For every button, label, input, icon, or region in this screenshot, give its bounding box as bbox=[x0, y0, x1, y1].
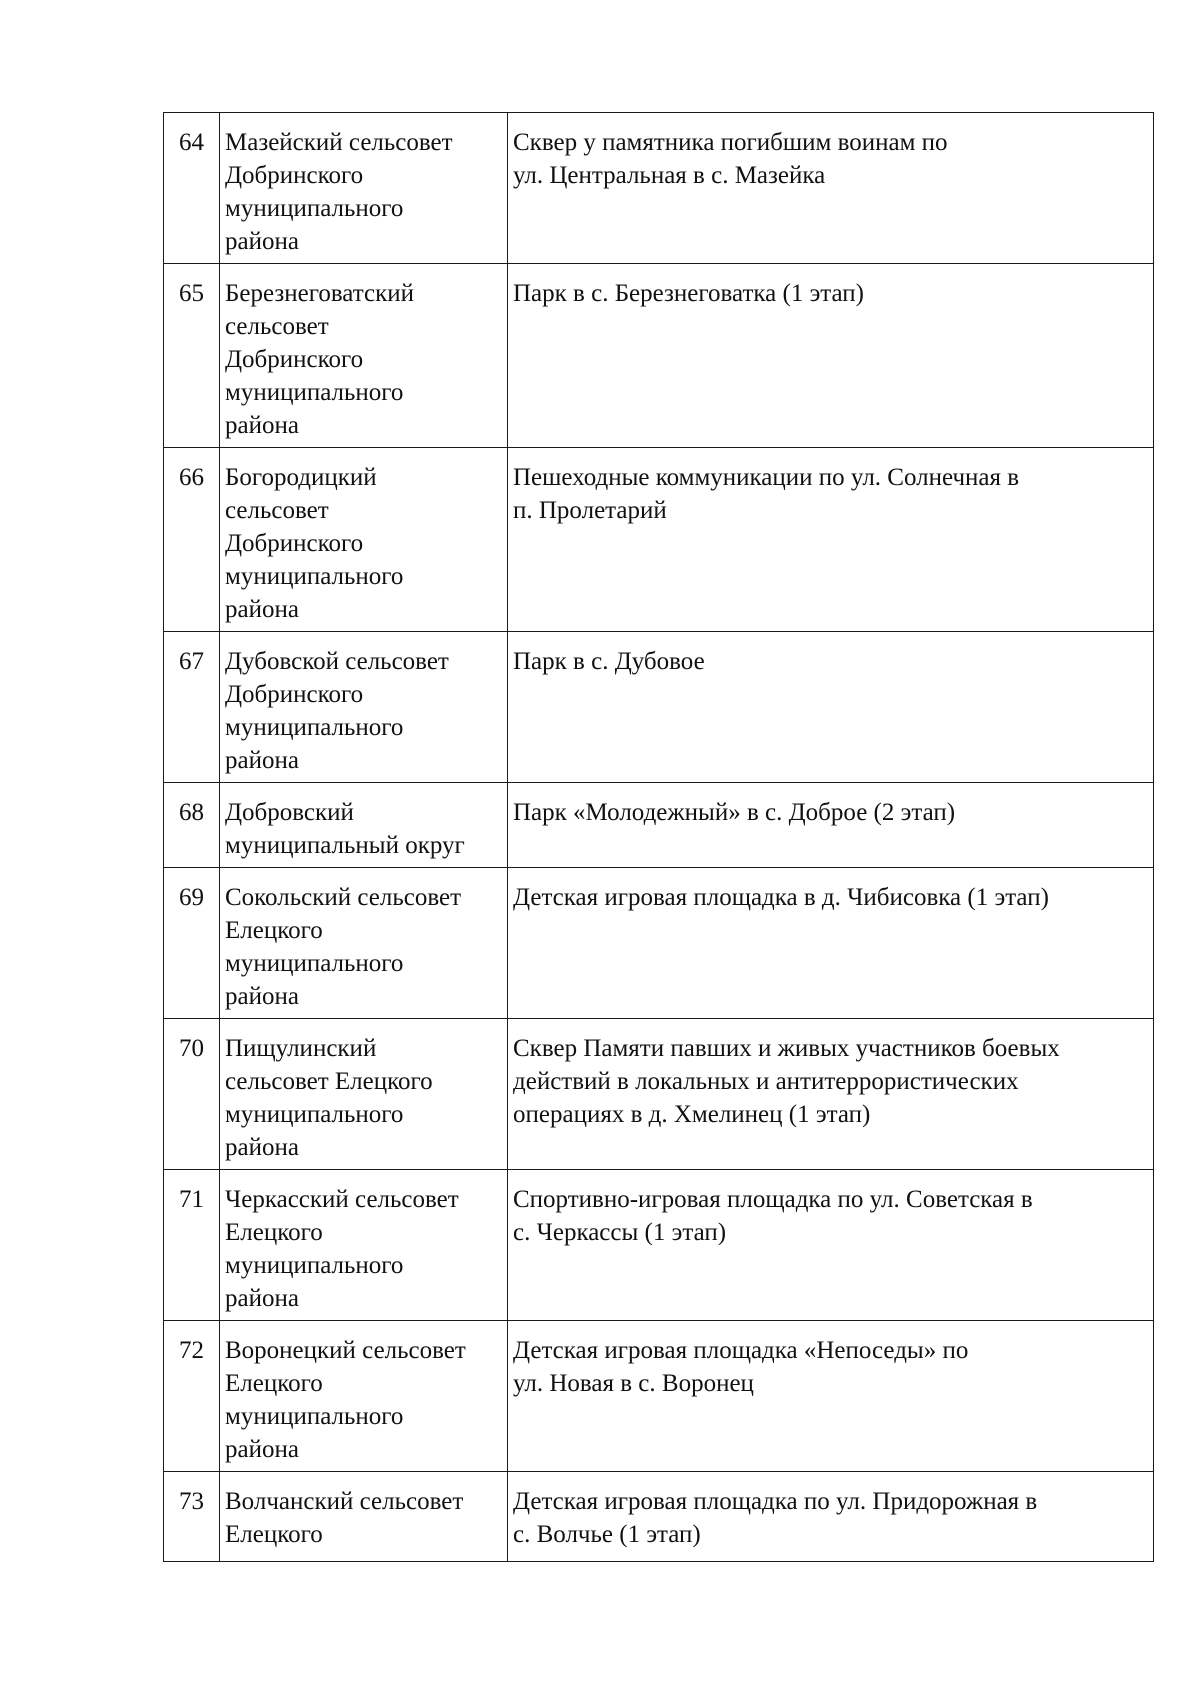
table-row bbox=[164, 264, 1154, 448]
table-body bbox=[164, 113, 1154, 1562]
municipality-line: муниципального bbox=[225, 1101, 404, 1128]
municipality-cell bbox=[220, 868, 508, 1019]
table-row bbox=[164, 1170, 1154, 1321]
municipality-line: Волчанский сельсовет bbox=[225, 1488, 464, 1515]
row-number: 73 bbox=[164, 1472, 220, 1562]
object-line: п. Пролетарий bbox=[513, 497, 667, 524]
municipality-cell bbox=[220, 1472, 508, 1562]
object-cell bbox=[508, 1472, 1154, 1562]
municipality-line: Елецкого bbox=[225, 1219, 323, 1246]
municipality-line: района bbox=[225, 228, 299, 255]
table-row bbox=[164, 448, 1154, 632]
municipality-line: муниципальный округ bbox=[225, 832, 465, 859]
table-row bbox=[164, 1472, 1154, 1562]
municipality-line: района bbox=[225, 1134, 299, 1161]
municipality-line: Воронецкий сельсовет bbox=[225, 1337, 466, 1364]
municipality-line: Березнеговатский bbox=[225, 280, 414, 307]
municipality-line: муниципального bbox=[225, 1403, 404, 1430]
object-line: Парк «Молодежный» в с. Доброе (2 этап) bbox=[513, 799, 956, 826]
municipality-line: района bbox=[225, 596, 299, 623]
municipality-line: Елецкого bbox=[225, 917, 323, 944]
municipality-cell bbox=[220, 113, 508, 264]
municipality-line: Добринского bbox=[225, 162, 364, 189]
municipality-cell bbox=[220, 1170, 508, 1321]
row-number: 64 bbox=[164, 113, 220, 264]
table-row bbox=[164, 783, 1154, 868]
object-cell bbox=[508, 448, 1154, 632]
object-line: действий в локальных и антитеррористических bbox=[513, 1068, 1019, 1095]
object-cell bbox=[508, 264, 1154, 448]
municipality-line: Добринского bbox=[225, 681, 364, 708]
object-line: с. Черкассы (1 этап) bbox=[513, 1219, 727, 1246]
object-line: Сквер Памяти павших и живых участников боевых bbox=[513, 1035, 1060, 1062]
row-number: 68 bbox=[164, 783, 220, 868]
object-cell bbox=[508, 1170, 1154, 1321]
municipality-line: Добринского bbox=[225, 346, 364, 373]
municipality-line: Черкасский сельсовет bbox=[225, 1186, 459, 1213]
municipality-cell bbox=[220, 783, 508, 868]
row-number: 65 bbox=[164, 264, 220, 448]
municipality-line: муниципального bbox=[225, 714, 404, 741]
table-row bbox=[164, 632, 1154, 783]
municipality-line: района bbox=[225, 983, 299, 1010]
object-line: Детская игровая площадка по ул. Придорожная в bbox=[513, 1488, 1038, 1515]
table-row bbox=[164, 1019, 1154, 1170]
row-number: 72 bbox=[164, 1321, 220, 1472]
municipality-line: Елецкого bbox=[225, 1521, 323, 1548]
municipality-line: Добровский bbox=[225, 799, 354, 826]
municipality-line: Богородицкий bbox=[225, 464, 377, 491]
object-cell bbox=[508, 632, 1154, 783]
row-number: 69 bbox=[164, 868, 220, 1019]
municipality-line: Сокольский сельсовет bbox=[225, 884, 461, 911]
municipality-line: сельсовет Елецкого bbox=[225, 1068, 433, 1095]
object-line: Пешеходные коммуникации по ул. Солнечная в bbox=[513, 464, 1020, 491]
table-row bbox=[164, 868, 1154, 1019]
municipality-line: района bbox=[225, 412, 299, 439]
municipality-line: муниципального bbox=[225, 950, 404, 977]
object-line: с. Волчье (1 этап) bbox=[513, 1521, 701, 1548]
municipality-line: муниципального bbox=[225, 563, 404, 590]
object-line: ул. Центральная в с. Мазейка bbox=[513, 162, 826, 189]
object-cell bbox=[508, 113, 1154, 264]
table-row bbox=[164, 113, 1154, 264]
object-line: операциях в д. Хмелинец (1 этап) bbox=[513, 1101, 871, 1128]
object-cell bbox=[508, 1019, 1154, 1170]
row-number: 71 bbox=[164, 1170, 220, 1321]
municipality-cell bbox=[220, 1321, 508, 1472]
row-number: 67 bbox=[164, 632, 220, 783]
object-line: Парк в с. Дубовое bbox=[513, 648, 705, 675]
municipality-line: района bbox=[225, 747, 299, 774]
object-line: Спортивно-игровая площадка по ул. Советская в bbox=[513, 1186, 1033, 1213]
object-line: ул. Новая в с. Воронец bbox=[513, 1370, 754, 1397]
municipality-line: Пищулинский bbox=[225, 1035, 377, 1062]
municipality-line: Мазейский сельсовет bbox=[225, 129, 453, 156]
municipality-line: муниципального bbox=[225, 1252, 404, 1279]
row-number: 70 bbox=[164, 1019, 220, 1170]
municipality-line: района bbox=[225, 1436, 299, 1463]
municipality-line: сельсовет bbox=[225, 497, 329, 524]
object-line: Детская игровая площадка в д. Чибисовка (1 этап) bbox=[513, 884, 1049, 911]
municipal-objects-table bbox=[163, 112, 1154, 1562]
municipality-cell bbox=[220, 448, 508, 632]
municipality-cell bbox=[220, 632, 508, 783]
municipality-line: района bbox=[225, 1285, 299, 1312]
object-cell bbox=[508, 783, 1154, 868]
municipality-cell bbox=[220, 264, 508, 448]
municipality-line: сельсовет bbox=[225, 313, 329, 340]
municipality-line: муниципального bbox=[225, 195, 404, 222]
object-line: Детская игровая площадка «Непоседы» по bbox=[513, 1337, 969, 1364]
object-cell bbox=[508, 868, 1154, 1019]
object-cell bbox=[508, 1321, 1154, 1472]
municipality-cell bbox=[220, 1019, 508, 1170]
municipality-line: Добринского bbox=[225, 530, 364, 557]
municipality-line: Елецкого bbox=[225, 1370, 323, 1397]
municipality-line: муниципального bbox=[225, 379, 404, 406]
object-line: Парк в с. Березнеговатка (1 этап) bbox=[513, 280, 865, 307]
table-row bbox=[164, 1321, 1154, 1472]
row-number: 66 bbox=[164, 448, 220, 632]
municipality-line: Дубовской сельсовет bbox=[225, 648, 449, 675]
object-line: Сквер у памятника погибшим воинам по bbox=[513, 129, 948, 156]
